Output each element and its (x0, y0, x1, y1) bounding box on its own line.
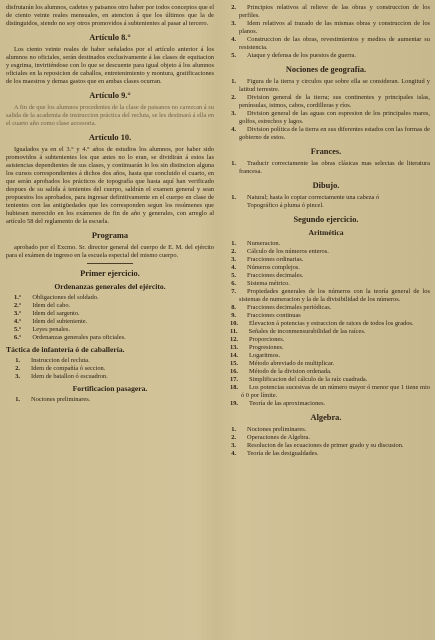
item-text: Progresiones. (249, 344, 284, 351)
item-text: Idem del sargento. (32, 310, 80, 317)
item-text: Ataque y defensa de los puestos de guerra. (247, 52, 356, 59)
list-item (6, 357, 214, 365)
item-number: 1. (231, 160, 236, 167)
ordenanzas-heading: Ordenanzas generales del ejército. (54, 282, 166, 291)
item-text: Método de la division ordenada. (249, 368, 332, 375)
list-item (222, 384, 430, 400)
item-text: Nociones preliminares. (247, 426, 307, 433)
item-text: Los potencias sucesivas de un número mayor ó menor que 1 tiene mio ó 0 por límite. (241, 384, 430, 399)
divider (87, 263, 133, 264)
item-text: Resolucion de las ecuaciones de primer grado y su discusion. (247, 442, 404, 449)
list-item (222, 426, 430, 434)
list-item (6, 396, 214, 404)
article-10-text: Igualados ya en el 3.° y 4.° años de estudios los alumnos, por haber sido promovidos á subtenientes los que antes no lo eran, se dividirán á estos las asistencias dependientes de sus clases, y continuarán lo los sin distincion alguna los cursos correspondientes á dichos dos años, hasta que concluido el cuarto, en que serán aprobados los prácticos de topografía que hasta aquí han verificado despues de su salida á tenientes del cuerpo, saldrán el examen general y sean propuestos los aprobados, para ingresar definitivamente en el cuerpo en clase de tenientes con las antigüedades que les corresponden segun los resúmenes que hubiesen merecido en los exámenes de fin de año y generales, con arreglo al artículo 58 del reglamento de la escuela. (6, 146, 214, 225)
item-text: Señales de inconmensurabilidad de las raíces. (248, 328, 366, 335)
article-8-text: Los ciento veinte reales de haber señalados por el artículo anterior á los alumnos no oficiales, serán destinados exclusivamente á las clases de equitacion y esgrima, invirtiéndose con lo que se descuente para igual objeto á los alumnos oficiales en la reposicion de caballos, entretenimiento y montura, gratificaciones de los maestros y demas gastos que en ambas clases ocurran. (6, 46, 214, 85)
list-item (222, 52, 430, 60)
item-text: Proporciones. (249, 336, 285, 343)
list-item (222, 280, 430, 288)
article-9-text: A fin de que los alumnos procedentes de la clase de paisanos no carezcan á su salida de la academia de instruccion práctica del recluta, se les destinará á ella en el cuarto año como clase accesoria. (6, 104, 214, 127)
list-item (222, 248, 430, 256)
list-item (222, 368, 430, 376)
list-item (222, 304, 430, 312)
item-text: Construccion de las obras, revestimientos y medios de aumentar su resistencia. (239, 36, 430, 51)
list-item (6, 326, 214, 334)
item-text: Cálculo de los números enteros. (247, 248, 329, 255)
item-text: Logaritmos. (249, 352, 281, 359)
item-number: 1. (15, 396, 20, 403)
list-item (222, 328, 430, 336)
item-text: Division general de la tierra; sus continentes y principales islas, penínsulas, istmos, cabos, cordilleras y ríos. (239, 94, 430, 109)
item-number: 2. (231, 434, 236, 441)
list-item (6, 318, 214, 326)
item-text: Division general de las aguas con espresion de los principales mares, golfos, estrechos y lagos. (239, 110, 430, 125)
item-text: Números complejos. (247, 264, 300, 271)
geografia-list (222, 78, 430, 142)
item-number: 3. (231, 442, 236, 449)
item-text: Idem del subteniente. (32, 318, 88, 325)
geografia-heading: Nociones de geografía. (285, 65, 367, 74)
item-number: 4. (231, 126, 236, 133)
tactica-list (6, 357, 214, 381)
item-number: 16. (230, 368, 238, 375)
item-text: Leyes penales. (32, 326, 70, 333)
item-number: 4. (231, 450, 236, 457)
item-number: 1. (231, 240, 236, 247)
item-number: 3. (15, 373, 20, 380)
list-item (222, 36, 430, 52)
list-item (222, 78, 430, 94)
item-number: 2. (231, 248, 236, 255)
item-number: 6. (231, 280, 236, 287)
item-text: Ordenanzas generales para oficiales. (32, 334, 126, 341)
item-number: 3. (231, 110, 236, 117)
item-number: 6.° (14, 334, 22, 341)
article-8-heading: Artículo 8.° (89, 33, 131, 42)
item-number: 1.° (14, 294, 22, 301)
item-number: 9. (231, 312, 236, 319)
item-text: Método abreviado de multiplicar. (249, 360, 335, 367)
item-text: Propiedades generales de los números con la teoría general de los sistemas de numeracion y la de la divisibilidad de los números. (239, 288, 430, 303)
fortificacion-list (6, 396, 214, 404)
item-text: Fracciones continuas (247, 312, 301, 319)
item-number: 3. (231, 20, 236, 27)
left-column (6, 4, 214, 640)
list-item (222, 344, 430, 352)
item-number: 1. (15, 357, 20, 364)
item-number (222, 202, 236, 210)
list-item (222, 442, 430, 450)
item-number: 15. (230, 360, 238, 367)
item-text: Natural; hasta lo copiar correctamente una cabeza ó (247, 194, 380, 201)
list-item (222, 110, 430, 126)
list-item (222, 450, 430, 458)
list-item (222, 240, 430, 248)
item-number: 4.° (14, 318, 22, 325)
tactica-heading: Táctica de infantería ó de caballería. (6, 345, 125, 354)
item-number: 12. (230, 336, 238, 343)
item-number: 5. (231, 52, 236, 59)
segundo-ejercicio-heading: Segundo ejercicio. (293, 215, 359, 224)
list-item (222, 160, 430, 176)
primer-ejercicio-heading: Primer ejercicio. (80, 269, 140, 278)
fortificacion-heading: Fortificacion pasagera. (72, 384, 148, 393)
list-item (222, 360, 430, 368)
frances-list (222, 160, 430, 176)
item-number: 3.° (14, 310, 22, 317)
item-text: Teoría de las desigualdades. (247, 450, 319, 457)
aritmetica-heading: Aritmética (308, 228, 344, 237)
list-item (222, 400, 430, 408)
item-number: 17. (230, 376, 238, 383)
item-number: 3. (231, 256, 236, 263)
item-number: 18. (230, 384, 238, 391)
dibujo-heading: Dibujo. (312, 181, 340, 190)
item-text: Obligaciones del soldado. (32, 294, 99, 301)
list-item (6, 302, 214, 310)
frances-heading: Frances. (310, 147, 342, 156)
list-item (222, 264, 430, 272)
item-text: Fracciones ordinarias. (247, 256, 304, 263)
item-number: 4. (231, 36, 236, 43)
item-number: 14. (230, 352, 238, 359)
item-number: 1. (231, 426, 236, 433)
item-text: Nociones preliminares. (31, 396, 91, 403)
item-text: Simplificacion del cálculo de la raíz cuadrada. (249, 376, 368, 383)
item-text: Topográfico á pluma ó pincel. (247, 202, 324, 209)
item-text: Traducir correctamente las obras clásicas mas selectas de literatura francesa. (239, 160, 430, 175)
fortificacion-continued-list (222, 4, 430, 60)
item-number: 2. (15, 365, 20, 372)
programa-text: aprobado por el Excmo. Sr. director general del cuerpo de E. M. del ejército para el exámen de ingreso en la escuela especial del mismo cuerpo. (6, 244, 214, 259)
item-text: Principios relativos al relieve de las obras y construccion de los perfiles. (239, 4, 430, 19)
list-item (222, 4, 430, 20)
ordenanzas-list (6, 294, 214, 342)
article-10-heading: Artículo 10. (88, 133, 132, 142)
algebra-list (222, 426, 430, 458)
item-number: 2. (231, 94, 236, 101)
list-item (222, 202, 430, 210)
dibujo-list (222, 194, 430, 210)
list-item (222, 194, 430, 202)
item-number: 19. (230, 400, 238, 407)
item-text: Instruccion del recluta. (31, 357, 90, 364)
item-text: Elevacion á potencias y estraccion de raices de todos los grados. (249, 320, 414, 327)
item-text: Numeracion. (247, 240, 281, 247)
list-item (222, 126, 430, 142)
list-item (222, 94, 430, 110)
item-number: 1. (231, 78, 236, 85)
item-text: Sistema métrico. (247, 280, 290, 287)
article-9-heading: Artículo 9.° (89, 91, 131, 100)
item-number: 13. (230, 344, 238, 351)
list-item (6, 334, 214, 342)
item-text: Operaciones de Algebra. (247, 434, 310, 441)
item-text: Division política de la tierra en sus diferentes estados con las formas de gobierno de estos. (239, 126, 430, 141)
item-number: 2.° (14, 302, 22, 309)
item-text: Idem del cabo. (32, 302, 71, 309)
right-column (222, 4, 430, 640)
list-item (222, 352, 430, 360)
item-number: 1. (231, 194, 236, 201)
list-item (222, 272, 430, 280)
list-item (222, 336, 430, 344)
programa-heading: Programa (91, 231, 129, 240)
item-number: 8. (231, 304, 236, 311)
aritmetica-list (222, 240, 430, 408)
list-item (222, 288, 430, 304)
list-item (222, 20, 430, 36)
item-number: 5.° (14, 326, 22, 333)
algebra-heading: Algebra. (310, 413, 342, 422)
item-number: 7. (231, 288, 236, 295)
item-text: Teoría de las aproximaciones. (249, 400, 326, 407)
list-item (222, 434, 430, 442)
intro-paragraph: disfrutarán los alumnos, cadetes y paisanos otro haber por todos conceptos que el de ciento veinte reales mensuales, en atencion á que los últimos que la de distinguidos, siendo no soy otros promovidos á subtenientes al pasar al tercero. (6, 4, 214, 27)
list-item (6, 294, 214, 302)
item-text: Figura de la tierra y circulos que sobre ella se consideran. Longitud y latitud terrestre. (239, 78, 430, 93)
item-number: 2. (231, 4, 236, 11)
item-text: Fracciones decimales. (247, 272, 304, 279)
item-text: Idem de batallon ó escuadron. (31, 373, 108, 380)
item-text: Fracciones decimales periódicas. (247, 304, 332, 311)
list-item (6, 373, 214, 381)
list-item (222, 376, 430, 384)
list-item (6, 365, 214, 373)
item-number: 5. (231, 272, 236, 279)
item-number: 10. (230, 320, 238, 327)
item-text: Idem relativos al trazado de las mismas obras y construccion de los planos. (239, 20, 430, 35)
item-number: 4. (231, 264, 236, 271)
list-item (222, 320, 430, 328)
list-item (222, 256, 430, 264)
item-number: 11. (230, 328, 238, 335)
list-item (222, 312, 430, 320)
list-item (6, 310, 214, 318)
item-text: Idem de compañía ó seccion. (31, 365, 106, 372)
